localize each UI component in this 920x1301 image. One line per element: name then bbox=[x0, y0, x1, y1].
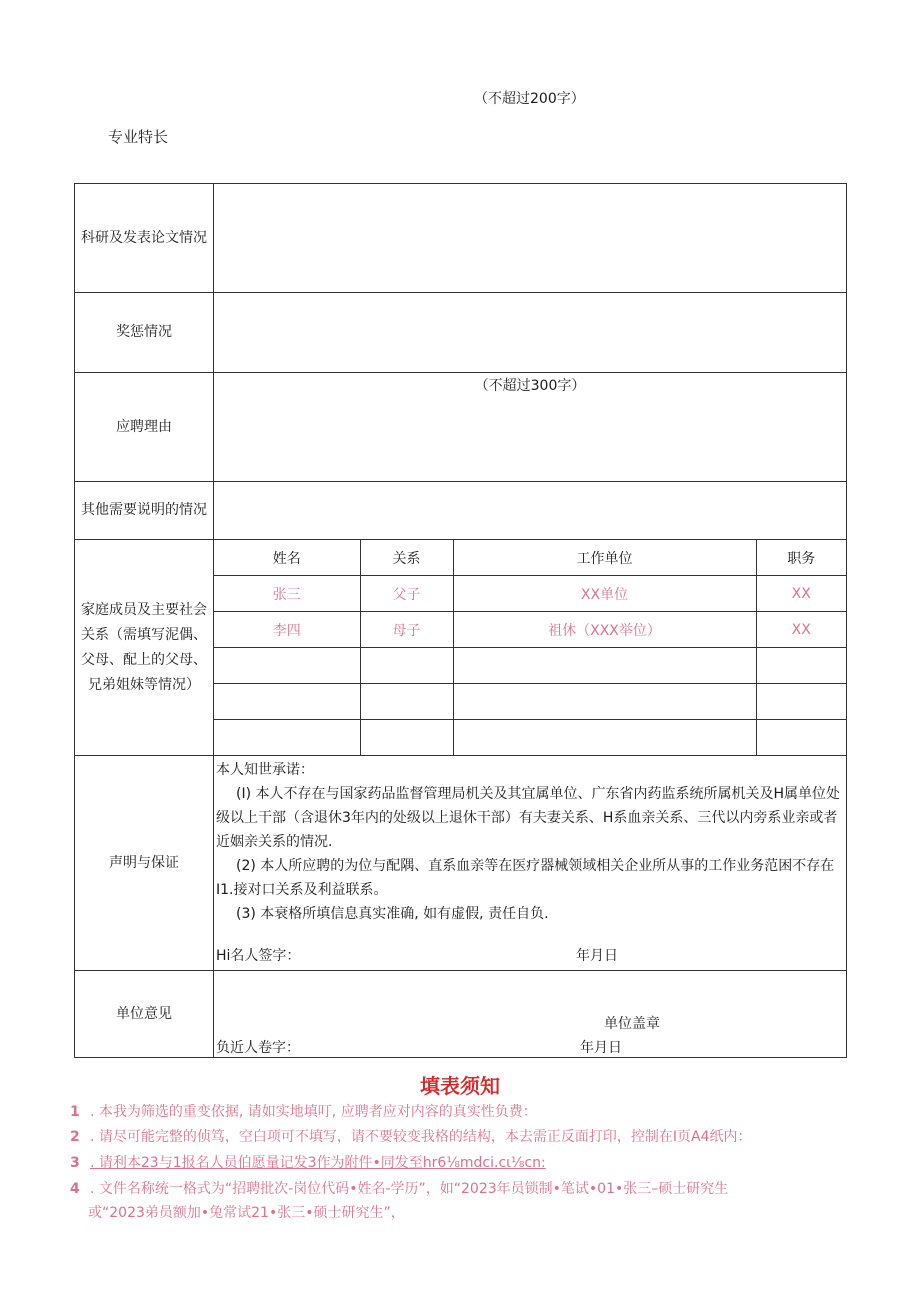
family-header-position: 职务 bbox=[756, 540, 846, 576]
reason-row bbox=[75, 373, 847, 482]
family-relation-cell[interactable]: 父子 bbox=[360, 576, 453, 612]
family-employer-cell[interactable]: 祖休（XXX举位） bbox=[453, 612, 756, 648]
declaration-item-3: (3) 本衰格所填信息真实准确, 如有虚假, 责任自负. bbox=[236, 906, 549, 922]
family-position-cell[interactable]: XX bbox=[756, 612, 846, 648]
awards-row bbox=[75, 293, 847, 373]
reason-field[interactable] bbox=[214, 373, 847, 482]
opinion-date: 年月日 bbox=[580, 1040, 622, 1056]
awards-field[interactable] bbox=[214, 293, 847, 373]
family-header-name: 姓名 bbox=[214, 540, 360, 576]
opinion-label: 单位意见 bbox=[75, 971, 214, 1058]
family-empty-cell[interactable] bbox=[214, 720, 360, 756]
family-empty-row bbox=[214, 720, 846, 756]
family-name-cell[interactable]: 张三 bbox=[214, 576, 360, 612]
family-header-relation: 关系 bbox=[360, 540, 453, 576]
family-empty-cell[interactable] bbox=[214, 684, 360, 720]
family-empty-cell[interactable] bbox=[756, 684, 846, 720]
notice-item-continuation bbox=[88, 1202, 888, 1224]
family-member-row bbox=[214, 612, 846, 648]
family-label: 家庭成员及主要社会关系（需填写泥偶、父母、配上的父母、兄弟姐妹等情况） bbox=[75, 540, 214, 756]
other-field[interactable] bbox=[214, 482, 847, 540]
declaration-text bbox=[214, 756, 846, 970]
declaration-cell bbox=[214, 756, 847, 971]
specialty-word-limit-note: （不超过200字） bbox=[474, 91, 585, 107]
family-empty-row bbox=[214, 648, 846, 684]
unit-seal-label: 单位盖章 bbox=[604, 1016, 660, 1032]
declaration-item-1: (I) 本人不存在与国家药品监督管理局机关及其宜属单位、广东省内药监系统所属机关及H属单位处级以上干部（含退休3年内的处级以上退休干部）有夫妻关系、H系血亲关系、三代以内旁系业亲或者近姻亲关系的情况. bbox=[216, 786, 841, 850]
notice-item-number: 2 bbox=[70, 1129, 80, 1145]
notice-title: 填表须知 bbox=[420, 1074, 500, 1098]
family-header-row bbox=[214, 540, 846, 576]
notice-item-number: 4 bbox=[70, 1181, 80, 1197]
notice-item-number: 3 bbox=[70, 1155, 80, 1171]
declaration-item-2: (2) 本人所应聘的为位与配隅、直系血亲等在医疗器械领域相关企业所从事的工作业务范困不存在I1.接对口关系及利益联系。 bbox=[216, 858, 835, 898]
notice-item-text: 或“2023弟员额加•兔常试21•张三•硕士研究生”， bbox=[88, 1205, 405, 1221]
specialty-label: 专业特长 bbox=[108, 128, 169, 146]
notice-item-text: . 文件名称统一格式为“招聘批次-岗位代码•姓名-学历”，如“2023年员锁制•笔试•01•张三–硕士研究生 bbox=[90, 1181, 729, 1197]
awards-label: 奖惩情况 bbox=[75, 293, 214, 373]
declaration-label: 声明与保证 bbox=[75, 756, 214, 971]
application-form-table bbox=[74, 183, 847, 1058]
family-table bbox=[214, 540, 846, 755]
notice-item bbox=[70, 1101, 870, 1123]
declaration-intro: 本人知世承诺： bbox=[216, 762, 314, 778]
family-empty-cell[interactable] bbox=[453, 648, 756, 684]
notice-item-text: . 请尽可能完整的侦笃，空白项可不填写，请不要较变我格的结构，本去需正反面打印，控制在I页A4纸内： bbox=[90, 1129, 752, 1145]
family-member-row bbox=[214, 576, 846, 612]
signature-line bbox=[216, 944, 842, 970]
opinion-row bbox=[75, 971, 847, 1058]
other-label: 其他需要说明的情况 bbox=[75, 482, 214, 540]
opinion-area bbox=[214, 971, 846, 1057]
reason-word-limit-note: （不超过300字） bbox=[474, 378, 586, 394]
family-empty-cell[interactable] bbox=[360, 720, 453, 756]
signature-date: 年月日 bbox=[576, 948, 618, 964]
notice-item bbox=[70, 1126, 870, 1148]
family-empty-cell[interactable] bbox=[453, 720, 756, 756]
research-field[interactable] bbox=[214, 184, 847, 293]
family-cell bbox=[214, 540, 847, 756]
notice-item-text: . 本我为筛选的重变依据, 请如实地填叮, 应聘者应对内容的真实性负费： bbox=[90, 1104, 537, 1120]
family-empty-row bbox=[214, 684, 846, 720]
other-row bbox=[75, 482, 847, 540]
family-empty-cell[interactable] bbox=[360, 648, 453, 684]
research-label: 科研及发表论文情况 bbox=[75, 184, 214, 293]
representative-signature-label: 负近人卷字： bbox=[216, 1040, 300, 1056]
notice-email-link[interactable]: . 请利本23与1报名人员伯愿量记发3作为附件•同发至hr6⅛mdci.cι⅛cn: bbox=[90, 1155, 546, 1171]
family-empty-cell[interactable] bbox=[756, 720, 846, 756]
family-empty-cell[interactable] bbox=[453, 684, 756, 720]
family-header-employer: 工作单位 bbox=[453, 540, 756, 576]
family-relation-cell[interactable]: 母子 bbox=[360, 612, 453, 648]
notice-item-number: 1 bbox=[70, 1104, 80, 1120]
family-position-cell[interactable]: XX bbox=[756, 576, 846, 612]
declaration-row bbox=[75, 756, 847, 971]
family-name-cell[interactable]: 李四 bbox=[214, 612, 360, 648]
family-row bbox=[75, 540, 847, 756]
notice-item bbox=[70, 1178, 870, 1200]
family-empty-cell[interactable] bbox=[360, 684, 453, 720]
signature-label: Hi名人签字： bbox=[216, 948, 301, 964]
research-row bbox=[75, 184, 847, 293]
notice-item bbox=[70, 1152, 870, 1174]
family-empty-cell[interactable] bbox=[756, 648, 846, 684]
reason-label: 应聘理由 bbox=[75, 373, 214, 482]
opinion-cell[interactable] bbox=[214, 971, 847, 1058]
family-empty-cell[interactable] bbox=[214, 648, 360, 684]
family-employer-cell[interactable]: XX单位 bbox=[453, 576, 756, 612]
